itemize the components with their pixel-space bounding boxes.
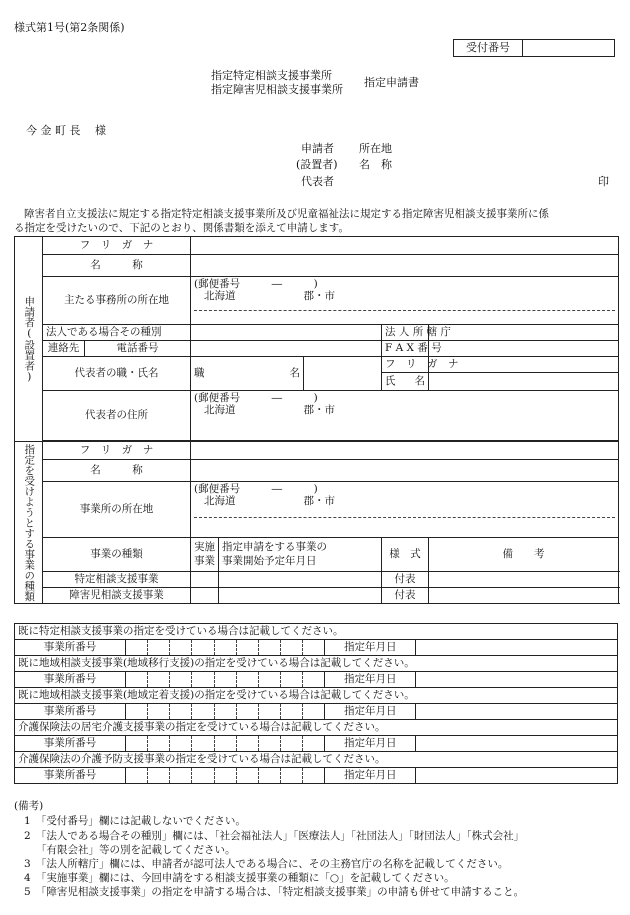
- office-name-field[interactable]: [191, 460, 619, 482]
- prior-heading: 既に地域相談支援事業(地域定着支援)の指定を受けている場合は記載してください。: [15, 688, 618, 704]
- section-applicant-label: 申請者(設置者): [15, 237, 43, 442]
- office-number-digit[interactable]: [192, 736, 214, 752]
- section-business-label: 指定を受けようとする事業の種類: [15, 442, 43, 604]
- note-5: 5 「障害児相談支援事業」の指定を申請する場合は、「特定相談支援事業」の申請も併せて申請すること。: [24, 886, 525, 898]
- notes-header: (備考): [14, 800, 44, 812]
- biz1-check[interactable]: [191, 572, 219, 588]
- office-number-digit[interactable]: [303, 704, 325, 720]
- office-number-digit[interactable]: [258, 768, 280, 784]
- biz2-date[interactable]: [219, 588, 382, 604]
- office-number-digit[interactable]: [125, 704, 147, 720]
- rep-address-label: 代表者の住所: [43, 391, 191, 441]
- office-number-digit[interactable]: [281, 704, 303, 720]
- office-number-digit[interactable]: [303, 672, 325, 688]
- designated-date-label: 指定年月日: [325, 736, 416, 752]
- corp-type-field[interactable]: [191, 325, 382, 341]
- applicant-label: 申請者: [301, 142, 334, 155]
- office-number-digit[interactable]: [125, 640, 147, 656]
- corp-office-field[interactable]: [429, 325, 619, 341]
- rep-address-field[interactable]: (郵便番号 ― ) 北海道 郡・市: [191, 391, 619, 441]
- office-number-digit[interactable]: [125, 672, 147, 688]
- office-number-digit[interactable]: [170, 768, 192, 784]
- rep-furigana-label: フ リ ガ ナ: [382, 357, 429, 373]
- postal-code-text: (郵便番号 ― ): [194, 278, 318, 290]
- office-number-label: 事業所番号: [15, 672, 126, 688]
- phone-field[interactable]: [191, 341, 382, 357]
- note-1: 1 「受付番号」欄には記載しないでください。: [24, 815, 246, 827]
- office-number-digit[interactable]: [281, 672, 303, 688]
- founder-label: (設置者): [296, 158, 338, 171]
- office-number-digit[interactable]: [125, 736, 147, 752]
- designated-date-label: 指定年月日: [325, 768, 416, 784]
- office-number-digit[interactable]: [192, 640, 214, 656]
- note-2: 2 「法人である場合その種別」欄には、「社会福祉法人」「医療法人」「社団法人」「財団法人」「株式会社」: [24, 830, 525, 842]
- application-table: [14, 236, 619, 604]
- office-number-digit[interactable]: [148, 640, 170, 656]
- biz1-date[interactable]: [219, 572, 382, 588]
- office-number-digit[interactable]: [281, 640, 303, 656]
- prior-heading: 既に特定相談支援事業の指定を受けている場合は記載してください。: [15, 624, 618, 640]
- fax-label: F A X 番 号: [382, 341, 429, 357]
- office-number-digit[interactable]: [192, 704, 214, 720]
- designated-date-field[interactable]: [416, 640, 618, 656]
- designated-date-field[interactable]: [416, 768, 618, 784]
- note-4: 4 「実施事業」欄には、今回申請をする相談支援事業の種類に「○」を記載してください。: [24, 872, 455, 884]
- prior-heading: 既に地域相談支援事業(地域移行支援)の指定を受けている場合は記載してください。: [15, 656, 618, 672]
- contact-label: 連絡先: [43, 341, 85, 357]
- office-number-digit[interactable]: [125, 768, 147, 784]
- intro-line1: 障害者自立支援法に規定する指定特定相談支援事業所及び児童福祉法に規定する指定障害児相談支援事業所に係: [24, 208, 549, 220]
- office-number-label: 事業所番号: [15, 704, 126, 720]
- office-number-digit[interactable]: [281, 768, 303, 784]
- intro-line2: る指定を受けたいので、下記のとおり、関係書類を添えて申請します。: [14, 222, 349, 234]
- title-line2: 指定障害児相談支援事業所: [211, 83, 343, 96]
- furigana-field[interactable]: [191, 237, 619, 255]
- name-label: 名 称: [43, 255, 191, 277]
- rep-shimei-field[interactable]: [429, 373, 619, 391]
- biz1-label: 特定相談支援事業: [43, 572, 191, 588]
- biz2-label: 障害児相談支援事業: [43, 588, 191, 604]
- applicant-address-label: 所在地: [359, 142, 392, 155]
- designated-date-label: 指定年月日: [325, 672, 416, 688]
- jisshi-jigyo-label: 実施 事業: [191, 538, 219, 572]
- shoku-text: 職: [194, 366, 205, 379]
- biz2-check[interactable]: [191, 588, 219, 604]
- office-number-digit[interactable]: [236, 704, 258, 720]
- applicant-name-label: 名 称: [359, 158, 392, 171]
- office-number-digit[interactable]: [192, 768, 214, 784]
- prior-heading: 介護保険法の居宅介護支援事業の指定を受けている場合は記載してください。: [15, 720, 618, 736]
- name-field[interactable]: [191, 255, 619, 277]
- designated-date-field[interactable]: [416, 704, 618, 720]
- note-2-cont: 「有限会社」等の別を記載してください。: [36, 844, 236, 856]
- apply-date-label: 指定申請をする事業の 事業開始予定年月日: [219, 538, 382, 572]
- office-number-digit[interactable]: [303, 736, 325, 752]
- biz-type-label: 事業の種類: [43, 538, 191, 572]
- office-address-field[interactable]: (郵便番号 ― ) 北海道 郡・市: [191, 482, 619, 538]
- office-number-digit[interactable]: [258, 672, 280, 688]
- office-number-digit[interactable]: [236, 768, 258, 784]
- receipt-box: [453, 39, 615, 57]
- mei-text: 名: [289, 366, 301, 379]
- biz1-fuhyo: 付表: [382, 572, 429, 588]
- office-number-digit[interactable]: [148, 672, 170, 688]
- furigana-label: フ リ ガ ナ: [43, 237, 191, 255]
- note-3: 3 「法人所轄庁」欄には、申請者が認可法人である場合に、その主務官庁の名称を記載してください。: [24, 858, 509, 870]
- office-number-digit[interactable]: [214, 640, 236, 656]
- biz2-fuhyo: 付表: [382, 588, 429, 604]
- office-number-digit[interactable]: [214, 704, 236, 720]
- receipt-number-field[interactable]: [523, 40, 613, 56]
- office-number-digit[interactable]: [258, 640, 280, 656]
- office-furigana-field[interactable]: [191, 442, 619, 460]
- office-number-digit[interactable]: [170, 704, 192, 720]
- office-number-digit[interactable]: [148, 704, 170, 720]
- rep-title-field[interactable]: [304, 357, 382, 391]
- office-furigana-label: フ リ ガ ナ: [43, 442, 191, 460]
- seal-mark: 印: [598, 175, 609, 188]
- prior-designation-table: [14, 623, 618, 784]
- office-number-digit[interactable]: [170, 672, 192, 688]
- office-number-digit[interactable]: [148, 768, 170, 784]
- fax-field[interactable]: [429, 341, 619, 357]
- rep-name-label: 代表者の職・氏名: [43, 357, 191, 391]
- office-number-digit[interactable]: [214, 736, 236, 752]
- office-number-digit[interactable]: [214, 768, 236, 784]
- addressee: 今 金 町 長 様: [26, 124, 106, 137]
- corp-type-label: 法人である場合その種別: [43, 325, 191, 341]
- office-number-digit[interactable]: [303, 768, 325, 784]
- designated-date-label: 指定年月日: [325, 704, 416, 720]
- office-number-digit[interactable]: [236, 672, 258, 688]
- gun-shi-text: 郡・市: [303, 289, 336, 302]
- designated-date-field[interactable]: [416, 672, 618, 688]
- yoshiki-label: 様 式: [382, 538, 429, 572]
- office-number-digit[interactable]: [236, 736, 258, 752]
- biz1-biko[interactable]: [429, 572, 619, 588]
- prefecture-text: 北海道: [204, 289, 236, 302]
- corp-office-label: 法 人 所 轄 庁: [382, 325, 429, 341]
- title-line1: 指定特定相談支援事業所: [211, 69, 332, 82]
- office-number-digit[interactable]: [258, 736, 280, 752]
- office-number-digit[interactable]: [236, 640, 258, 656]
- biko-label: 備 考: [429, 538, 619, 572]
- office-address-label: 事業所の所在地: [43, 482, 191, 538]
- main-office-label: 主たる事務所の所在地: [43, 277, 191, 325]
- office-number-digit[interactable]: [303, 640, 325, 656]
- office-number-digit[interactable]: [258, 704, 280, 720]
- office-number-label: 事業所番号: [15, 736, 126, 752]
- office-number-label: 事業所番号: [15, 640, 126, 656]
- designated-date-field[interactable]: [416, 736, 618, 752]
- office-number-digit[interactable]: [148, 736, 170, 752]
- office-number-digit[interactable]: [170, 640, 192, 656]
- prior-heading: 介護保険法の介護予防支援事業の指定を受けている場合は記載してください。: [15, 752, 618, 768]
- phone-label: 電話番号: [85, 341, 191, 357]
- representative-label: 代表者: [301, 175, 334, 188]
- office-number-digit[interactable]: [192, 672, 214, 688]
- biz2-biko[interactable]: [429, 588, 619, 604]
- form-id: 様式第1号(第2条関係): [14, 21, 125, 34]
- office-number-digit[interactable]: [281, 736, 303, 752]
- designated-date-label: 指定年月日: [325, 640, 416, 656]
- prior-designations: [14, 623, 618, 784]
- rep-title-cell[interactable]: [191, 357, 304, 391]
- office-name-label: 名 称: [43, 460, 191, 482]
- receipt-label: 受付番号: [454, 40, 523, 56]
- rep-shimei-label: 氏 名: [382, 373, 429, 391]
- office-number-digit[interactable]: [214, 672, 236, 688]
- main-office-field[interactable]: [191, 277, 619, 325]
- office-number-label: 事業所番号: [15, 768, 126, 784]
- title-suffix: 指定申請書: [364, 76, 419, 89]
- office-number-digit[interactable]: [170, 736, 192, 752]
